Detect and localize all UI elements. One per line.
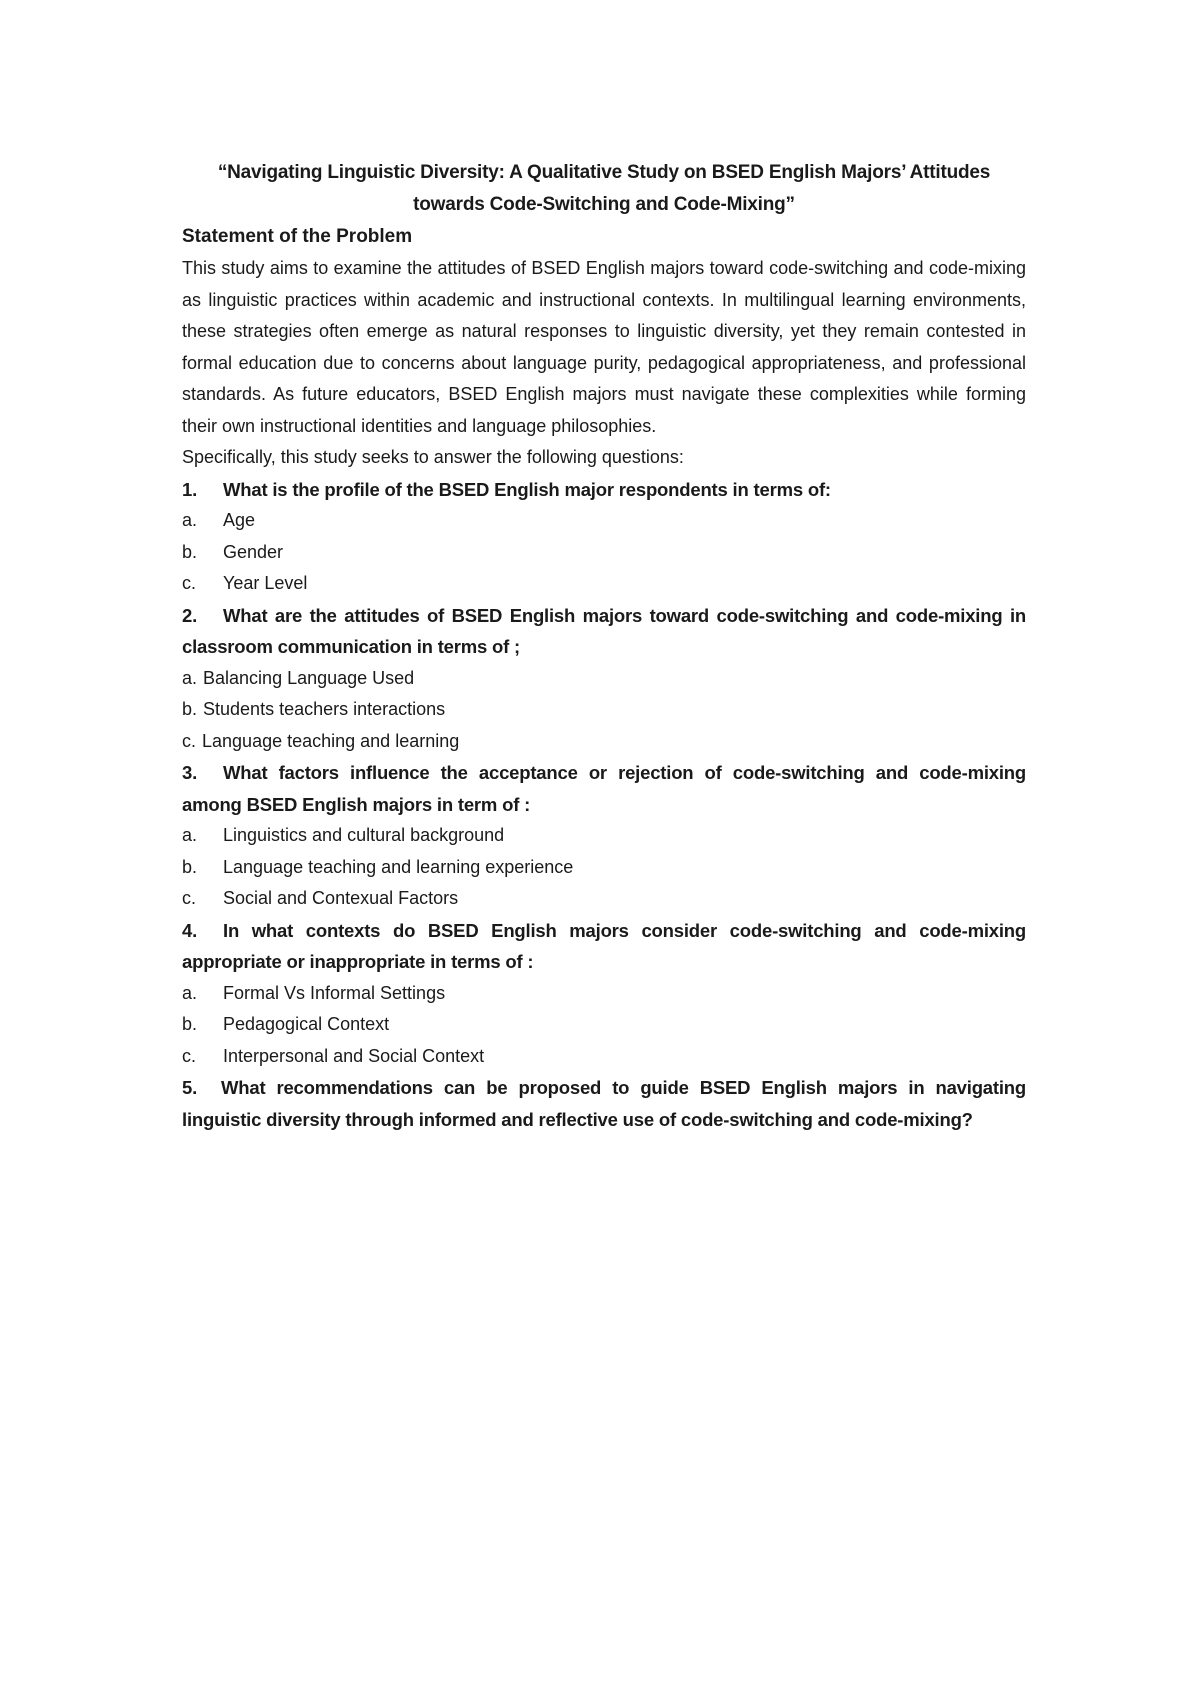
sub-item-letter: a. <box>182 982 198 1003</box>
question-number: 5. <box>182 1077 198 1098</box>
question-number: 2. <box>182 604 198 626</box>
question-text: What recommendations can be proposed to guide BSED English majors in navigating linguistic diversity through informed and reflective use of code-switching and code-mixing? <box>182 1077 1026 1130</box>
question-text: What is the profile of the BSED English major respondents in terms of: <box>223 478 831 500</box>
sub-item-text: Gender <box>223 541 284 562</box>
sub-item <box>182 820 1026 852</box>
sub-item <box>182 883 1026 915</box>
sub-item <box>182 852 1026 884</box>
question-number: 1. <box>182 478 198 500</box>
sub-item <box>182 726 1026 758</box>
question-text: What are the attitudes of BSED English majors toward code-switching and code-mixing in classroom communication in terms of ; <box>182 604 1026 657</box>
sub-item-text: Social and Contexual Factors <box>223 888 459 908</box>
sub-item-letter: b. <box>182 1014 198 1034</box>
sub-item <box>182 694 1026 726</box>
sub-item-text: Linguistics and cultural background <box>223 825 505 845</box>
sub-item-text: Pedagogical Context <box>223 1014 390 1034</box>
problem-paragraph: This study aims to examine the attitudes of BSED English majors toward code-switching and code-mixing as linguistic practices within academic and instructional contexts. In multilingual learning environments, these strategies often emerge as natural responses to linguistic diversity, yet they remain contested in formal education due to concerns about language purity, pedagogical appropriateness, and professional standards. As future educators, BSED English majors must navigate these complexities while forming their own instructional identities and language philosophies. <box>182 258 1026 436</box>
question-3 <box>182 757 1026 820</box>
sub-item-text: Year Level <box>223 573 308 593</box>
sub-item-letter: a. <box>182 667 198 688</box>
question-text: What factors influence the acceptance or rejection of code-switching and code-mixing among BSED English majors in term of : <box>182 762 1026 815</box>
question-5 <box>182 1072 1026 1135</box>
sub-item <box>182 663 1026 695</box>
question-number: 4. <box>182 919 198 941</box>
document-title: “Navigating Linguistic Diversity: A Qualitative Study on BSED English Majors’ Attitudes towards Code-Switching and Code-Mixing” <box>217 162 991 215</box>
sub-item-letter: c. <box>182 888 197 908</box>
sub-item-text: Interpersonal and Social Context <box>223 1045 485 1066</box>
sub-item <box>182 568 1026 600</box>
sub-item-letter: b. <box>182 856 198 877</box>
question-1 <box>182 474 1026 506</box>
sub-item-text: Language teaching and learning experience <box>223 856 574 877</box>
sub-item-text: Formal Vs Informal Settings <box>223 982 446 1003</box>
question-4 <box>182 915 1026 978</box>
sub-item-text: Age <box>223 510 256 530</box>
question-2 <box>182 600 1026 663</box>
question-text: In what contexts do BSED English majors consider code-switching and code-mixing appropriate or inappropriate in terms of : <box>182 919 1026 972</box>
sub-item <box>182 505 1026 537</box>
sub-item-letter: b. <box>182 699 198 719</box>
sub-item-letter: c. <box>182 1045 197 1066</box>
sub-item <box>182 537 1026 569</box>
sub-item <box>182 1041 1026 1073</box>
sub-item-text: Language teaching and learning <box>202 730 460 751</box>
sub-item-text: Students teachers interactions <box>203 699 446 719</box>
sub-item-text: Balancing Language Used <box>203 667 415 688</box>
sub-item <box>182 1009 1026 1041</box>
sub-item-letter: c. <box>182 730 197 751</box>
sub-item <box>182 978 1026 1010</box>
document-page <box>182 157 1026 1135</box>
questions-intro: Specifically, this study seeks to answer the following questions: <box>182 447 684 467</box>
sub-item-letter: b. <box>182 541 198 562</box>
sub-item-letter: a. <box>182 510 198 530</box>
sub-item-letter: a. <box>182 825 198 845</box>
sub-item-letter: c. <box>182 573 197 593</box>
section-heading: Statement of the Problem <box>182 226 413 247</box>
question-number: 3. <box>182 762 198 783</box>
